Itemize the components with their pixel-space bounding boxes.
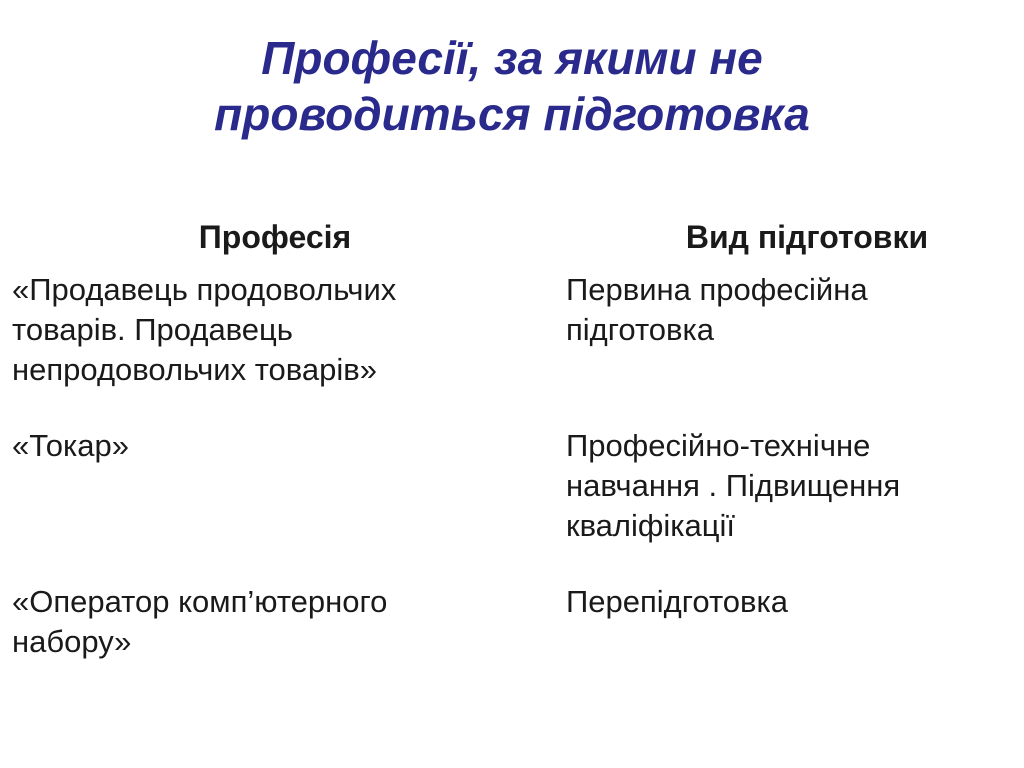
- training-cell: Первина професійна підготовка: [566, 272, 868, 347]
- profession-cell: «Токар»: [12, 428, 129, 463]
- slide-title: [0, 30, 1024, 142]
- profession-cell: «Оператор комп’ютерного набору»: [12, 584, 388, 659]
- table-header-row: [0, 212, 1024, 262]
- table-row: [0, 426, 1024, 582]
- profession-cell: «Продавець продовольчих товарів. Продавець непродовольчих товарів»: [12, 272, 397, 387]
- slide-title-line-2: проводиться підготовка: [214, 88, 810, 140]
- table-row: [0, 270, 1024, 426]
- header-profession: Професія: [198, 219, 352, 255]
- header-training-type: Вид підготовки: [685, 219, 929, 255]
- training-cell: Професійно-технічне навчання . Підвищення кваліфікації: [566, 428, 901, 543]
- table-row: [0, 582, 1024, 672]
- training-cell: Перепідготовка: [566, 584, 788, 619]
- slide-title-line-1: Професії, за якими не: [261, 32, 763, 84]
- professions-table: [0, 212, 1024, 672]
